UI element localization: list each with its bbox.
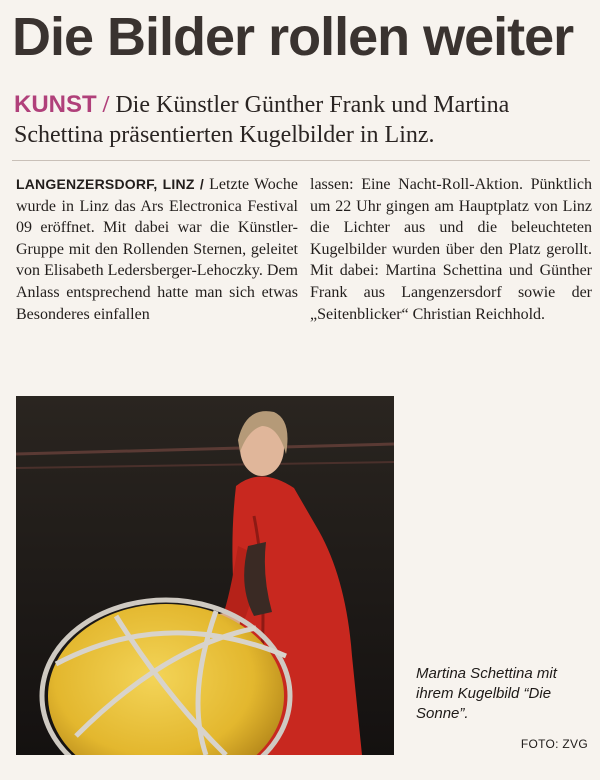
article-column-right: [310, 174, 592, 325]
body-text-right: lassen: Eine Nacht-Roll-Aktion. Pünktlich um 22 Uhr gingen am Hauptplatz von Linz die Lichter aus und die beleuchteten Kugelbilder wurden über den Platz gerollt. Mit dabei: Martina Schettina und Günther Frank aus Langenzersdorf sowie der „Seitenblicker“ Christian Reichhold.: [310, 176, 592, 323]
divider: [12, 160, 590, 161]
article-column-left: [16, 174, 298, 325]
photo-caption: Martina Schettina mit ihrem Kugelbild “Die Sonne”.: [416, 665, 557, 722]
subheadline-block: [14, 90, 584, 150]
body-text-left: Letzte Woche wurde in Linz das Ars Electronica Festival 09 eröffnet. Mit dabei war die Künstler-Gruppe mit den Rollenden Sternen, geleitet von Elisabeth Ledersberger-Lehoczky. Dem Anlass entsprechend hatte man sich etwas Besonderes einfallen: [16, 176, 299, 323]
kicker-separator: /: [102, 92, 110, 118]
article-photo: [16, 396, 394, 755]
kicker: KUNST: [14, 91, 97, 118]
photo-illustration: [16, 396, 394, 755]
dateline: LANGENZERSDORF, LINZ /: [16, 176, 210, 192]
photo-credit: FOTO: ZVG: [520, 737, 588, 751]
subheadline: Die Künstler Günther Frank und Martina Schettina präsentierten Kugelbilder in Linz.: [14, 92, 510, 148]
headline: Die Bilder rollen weiter: [12, 7, 574, 67]
